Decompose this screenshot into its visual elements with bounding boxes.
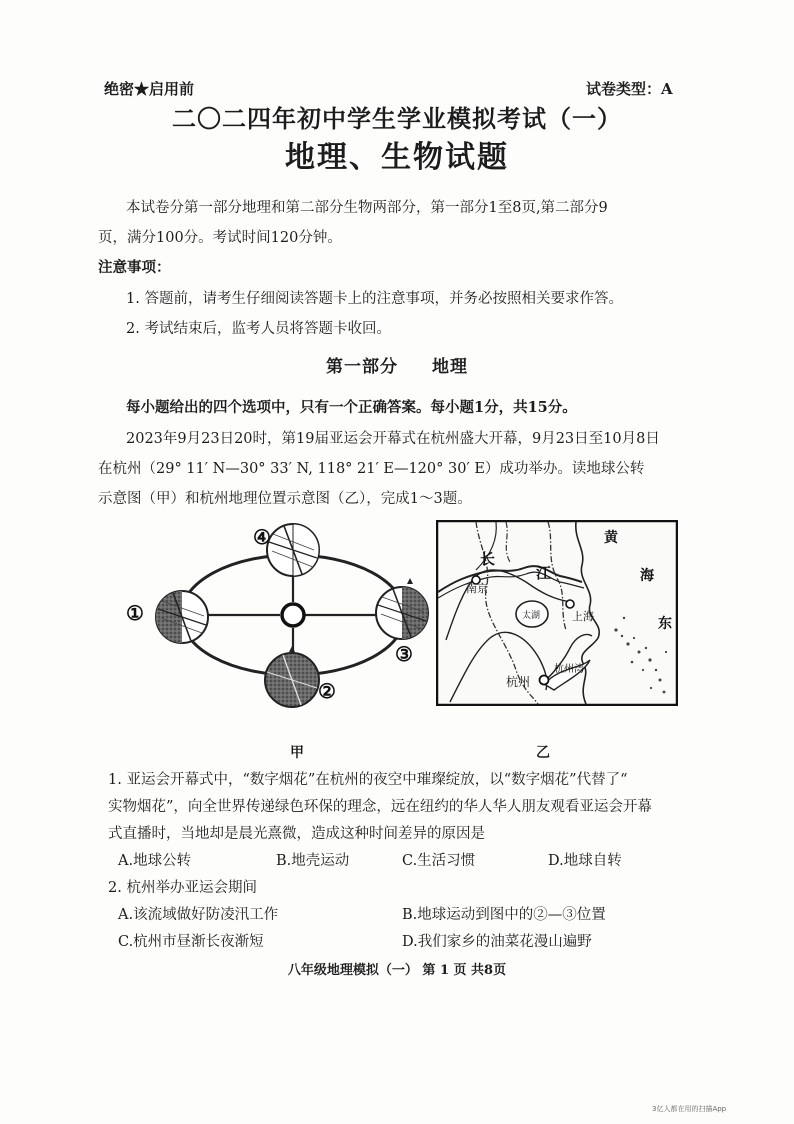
intro-line-1: 本试卷分第一部分地理和第二部分生物两部分，第一部分1至8页,第二部分9: [126, 200, 608, 216]
earth-position-1-icon: [156, 591, 208, 643]
map-label-nanjing: 南京: [466, 582, 488, 595]
question-2-option-c: C.杭州市昼渐长夜渐短: [118, 934, 264, 950]
question-1-option-d: D.地球自转: [548, 853, 622, 869]
question-2-option-d: D.我们家乡的油菜花漫山遍野: [402, 934, 592, 950]
page-footer: 八年级地理模拟（一） 第 1 页 共8页: [287, 963, 507, 978]
section-subject: 地理: [432, 357, 468, 377]
paper-type-label: 试卷类型：A: [586, 80, 673, 98]
material-line-3: 示意图（甲）和杭州地理位置示意图（乙），完成1～3题。: [98, 491, 472, 507]
map-label-shanghai: 上海: [572, 610, 594, 623]
question-1-option-c: C.生活习惯: [402, 853, 476, 869]
shanghai-marker: [566, 600, 574, 608]
map-label-taihu: 太湖: [522, 611, 541, 621]
figure-caption-jia: 甲: [290, 745, 304, 761]
position-4-label: ④: [253, 525, 271, 549]
question-1-line-3: 式直播时，当地却是晨光熹微，造成这种时间差异的原因是: [108, 826, 485, 842]
question-2-option-b: B.地球运动到图中的②—③位置: [402, 907, 606, 923]
notes-heading: 注意事项：: [98, 259, 171, 276]
sun-icon: [282, 604, 304, 626]
hangzhou-marker: [540, 676, 549, 685]
section-heading: [0, 352, 794, 377]
hangzhou-location-map: [436, 520, 678, 706]
material-line-2: 在杭州（29° 11′ N—30° 33′ N, 118° 21′ E—120° 30′ E）成功举办。读地球公转: [98, 461, 645, 477]
section-part: 第一部分: [326, 357, 398, 377]
map-label-dong: 东: [658, 616, 672, 632]
question-1-option-a: A.地球公转: [118, 853, 192, 869]
position-1-label: ①: [126, 601, 144, 625]
map-label-huang: 黄: [604, 530, 618, 546]
earth-position-4-icon: [267, 524, 319, 576]
exam-title: 二〇二四年初中学生学业模拟考试（一）: [172, 104, 622, 133]
exam-subtitle: 地理、生物试题: [285, 140, 509, 175]
question-1-line-1: 1. 亚运会开幕式中，“数字烟花”在杭州的夜空中璀璨绽放，以“数字烟花”代替了“: [108, 772, 628, 788]
section-instructions: 每小题给出的四个选项中，只有一个正确答案。每小题1分，共15分。: [126, 399, 577, 416]
earth-position-2-icon: [265, 646, 319, 707]
material-line-1: 2023年9月23日20时，第19届亚运会开幕式在杭州盛大开幕，9月23日至10月8日: [126, 431, 660, 447]
intro-line-2: 页，满分100分。考试时间120分钟。: [98, 230, 342, 246]
earth-orbit-diagram: [118, 520, 436, 740]
map-label-chang: 长: [480, 550, 496, 568]
confidential-label: 绝密★启用前: [104, 80, 195, 98]
position-2-label: ②: [318, 679, 336, 703]
notes-item-2: 2. 考试结束后，监考人员将答题卡收回。: [126, 321, 391, 337]
notes-item-1: 1. 答题前，请考生仔细阅读答题卡上的注意事项，并务必按照相关要求作答。: [126, 291, 623, 307]
question-2-stem: 2. 杭州举办亚运会期间: [108, 880, 257, 896]
question-1-option-b: B.地壳运动: [276, 853, 350, 869]
position-3-label: ③: [395, 642, 413, 666]
map-label-hai: 海: [640, 568, 654, 584]
map-label-hangzhou: 杭州: [506, 675, 531, 689]
scanner-watermark: 3亿人都在用的扫描App: [652, 1105, 727, 1113]
question-1-line-2: 实物烟花”，向全世界传递绿色环保的理念，远在纽约的华人华人朋友观看亚运会开幕: [108, 799, 652, 815]
earth-position-3-icon: [376, 578, 428, 639]
figure-caption-yi: 乙: [536, 745, 550, 761]
question-2-option-a: A.该流域做好防凌汛工作: [118, 907, 279, 923]
map-label-jiang: 江: [536, 564, 552, 582]
map-label-hangzhou-bay: 杭州湾: [554, 664, 584, 675]
